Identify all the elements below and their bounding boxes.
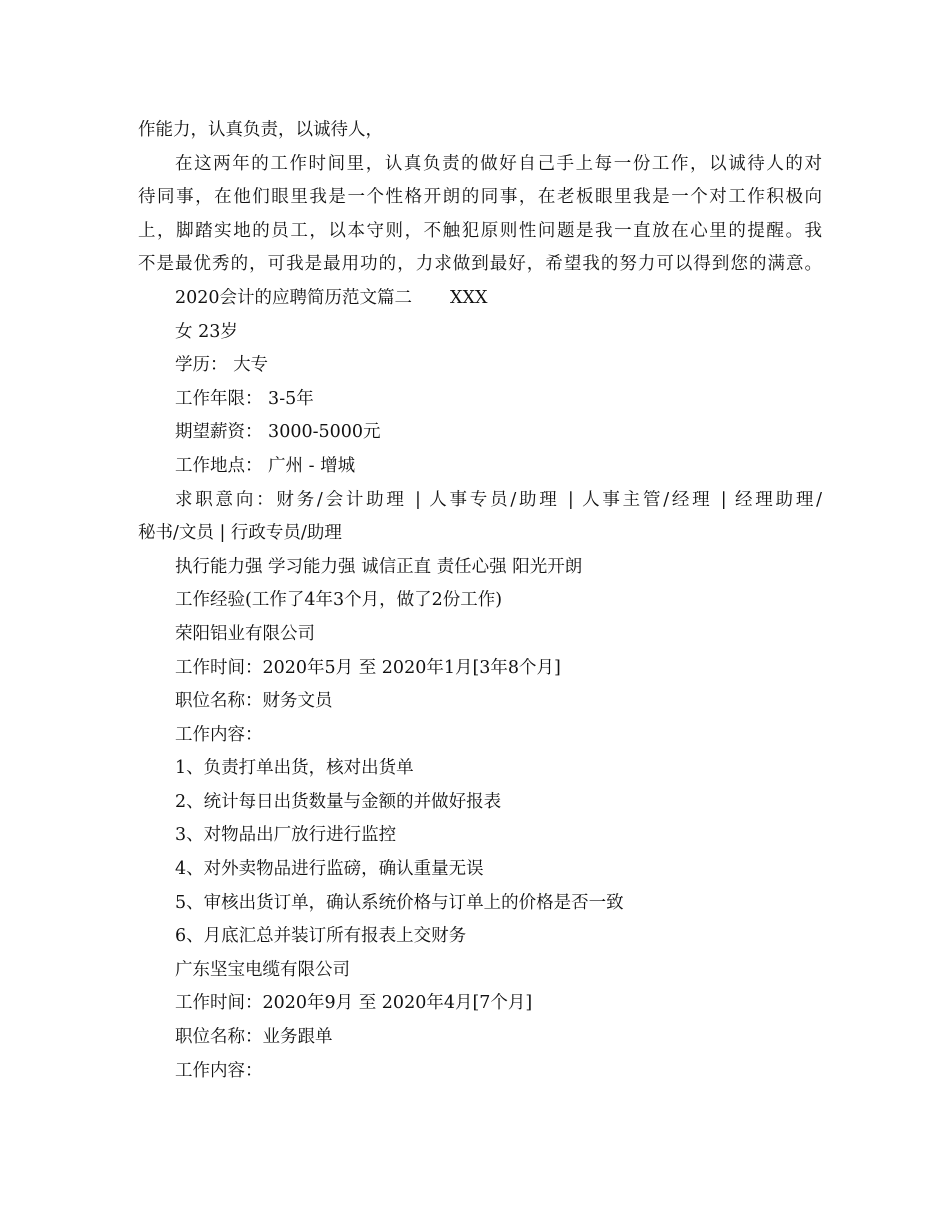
company-name: 广东坚宝电缆有限公司: [175, 959, 350, 980]
work-content-label: 工作内容：: [175, 1060, 263, 1081]
duty-item: 2、统计每日出货数量与金额的并做好报表: [175, 791, 502, 812]
paragraph-line: 待同事，在他们眼里我是一个性格开朗的同事，在老板眼里我是一个对工作积极向: [138, 187, 822, 208]
document-page: [138, 114, 822, 1088]
work-location: 工作地点： 广州 - 增城: [175, 455, 356, 476]
paragraph-line: 不是最优秀的，可我是最用功的，力求做到最好，希望我的努力可以得到您的满意。: [138, 254, 822, 275]
gender-age: 女 23岁: [175, 321, 238, 342]
position-title: 职位名称：财务文员: [175, 691, 333, 712]
duty-item: 1、负责打单出货，核对出货单: [175, 758, 414, 779]
paragraph-line: 上，脚踏实地的员工，以本守则，不触犯原则性问题是我一直放在心里的提醒。我: [138, 220, 822, 241]
work-content-label: 工作内容：: [175, 724, 263, 745]
expected-salary: 期望薪资： 3000-5000元: [175, 422, 381, 443]
paragraph-line: 作能力，认真负责，以诚待人，: [138, 120, 383, 140]
job-intention-line: 秘书/文员 | 行政专员/助理: [138, 523, 342, 544]
resume-name: XXX: [450, 287, 488, 308]
duty-item: 4、对外卖物品进行监磅，确认重量无误: [175, 859, 484, 880]
experience-summary: 工作经验(工作了4年3个月，做了2份工作): [175, 590, 503, 611]
job-intention-line: 求职意向：财务/会计助理 | 人事专员/助理 | 人事主管/经理 | 经理助理/: [175, 489, 822, 510]
strengths: 执行能力强 学习能力强 诚信正直 责任心强 阳光开朗: [175, 556, 583, 577]
company-name: 荣阳铝业有限公司: [175, 623, 315, 644]
duty-item: 6、月底汇总并装订所有报表上交财务: [175, 926, 467, 947]
work-period: 工作时间：2020年5月 至 2020年1月[3年8个月]: [175, 657, 561, 678]
resume-heading-line: [138, 282, 822, 316]
resume-heading: 2020会计的应聘简历范文篇二: [175, 287, 413, 308]
paragraph-line: 在这两年的工作时间里，认真负责的做好自己手上每一份工作，以诚待人的对: [175, 153, 822, 174]
education: 学历： 大专: [175, 355, 269, 376]
work-period: 工作时间：2020年9月 至 2020年4月[7个月]: [175, 993, 533, 1014]
work-years: 工作年限： 3-5年: [175, 388, 314, 409]
duty-item: 5、审核出货订单，确认系统价格与订单上的价格是否一致: [175, 892, 624, 913]
duty-item: 3、对物品出厂放行进行监控: [175, 825, 397, 846]
position-title: 职位名称：业务跟单: [175, 1027, 333, 1048]
